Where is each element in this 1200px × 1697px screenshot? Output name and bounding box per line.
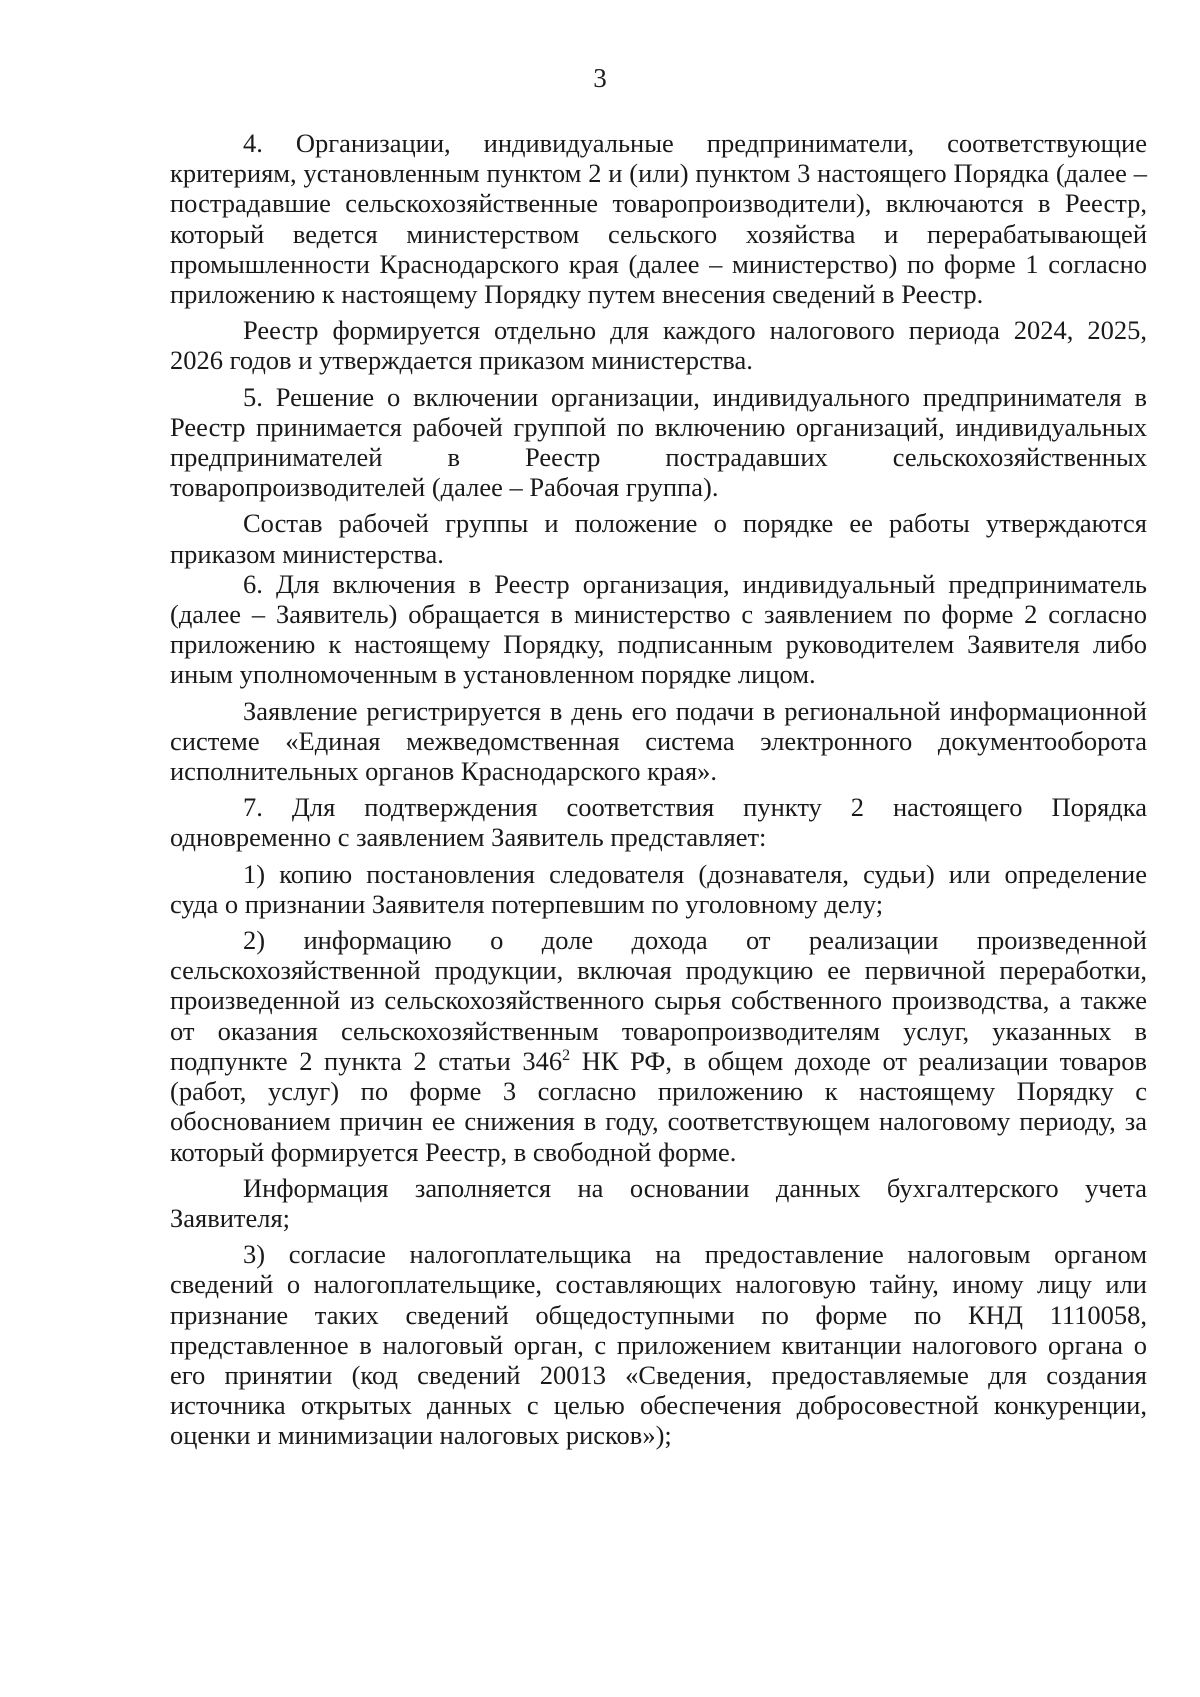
page-number: 3 xyxy=(593,63,607,93)
item-2-text-before: 2) информацию о доле дохода от реализации произведенной сельскохозяйственной продукции, включая продукцию ее первичной переработки, произведенной из сельскохозяйственного сырья собственного производства, а также от оказания сельскохозяйственным товаропроизводителям услуг, указанных в подпункте 2 пункта 2 статьи 346 xyxy=(170,925,1147,1076)
paragraph-registry-period: Реестр формируется отдельно для каждого налогового периода 2024, 2025, 2026 годов и утверждается приказом министерства. xyxy=(170,315,1147,376)
paragraph-5: 5. Решение о включении организации, индивидуального предпринимателя в Реестр принимается рабочей группой по включению организаций, индивидуальных предпринимателей в Реестр пострадавших сельскохозяйственных товаропроизводителей (далее – Рабочая группа). xyxy=(170,381,1147,503)
item-2-text-after: НК РФ, в общем доходе от реализации товаров (работ, услуг) по форме 3 согласно приложению к настоящему Порядку с обоснованием причин ее снижения в году, соответствующем налоговому периоду, за который формируется Реестр, в свободной форме. xyxy=(170,1045,1147,1167)
paragraph-4: 4. Организации, индивидуальные предприниматели, соответствующие критериям, установленным пунктом 2 и (или) пунктом 3 настоящего Порядка (далее – пострадавшие сельскохозяйственные товаропроизводители), включаются в Реестр, который ведется министерством сельского хозяйства и перерабатывающей промышленности Краснодарского края (далее – министерство) по форме 1 согласно приложению к настоящему Порядку путем внесения сведений в Реестр. xyxy=(170,128,1147,310)
paragraph-7-item-2 xyxy=(170,925,1147,1167)
paragraph-application-registration: Заявление регистрируется в день его подачи в региональной информационной системе «Единая межведомственная система электронного документооборота исполнительных органов Краснодарского края». xyxy=(170,695,1147,787)
paragraph-7-item-3: 3) согласие налогоплательщика на предоставление налоговым органом сведений о налогоплательщике, составляющих налоговую тайну, иному лицу или признание таких сведений общедоступными по форме по КНД 1110058, представленное в налоговый орган, с приложением квитанции налогового органа о его принятии (код сведений 20013 «Сведения, предоставляемые для создания источника открытых данных с целью обеспечения добросовестной конкуренции, оценки и минимизации налоговых рисков»); xyxy=(170,1239,1147,1451)
paragraph-6: 6. Для включения в Реестр организация, индивидуальный предприниматель (далее – Заявитель) обращается в министерство с заявлением по форме 2 согласно приложению к настоящему Порядку, подписанным руководителем Заявителя либо иным уполномоченным в установленном порядке лицом. xyxy=(170,568,1147,690)
document-body xyxy=(170,128,1147,1451)
item-2-superscript: 2 xyxy=(562,1046,571,1064)
paragraph-accounting-info: Информация заполняется на основании данных бухгалтерского учета Заявителя; xyxy=(170,1172,1147,1233)
paragraph-working-group: Состав рабочей группы и положение о порядке ее работы утверждаются приказом министерства. xyxy=(170,508,1147,569)
paragraph-7: 7. Для подтверждения соответствия пункту 2 настоящего Порядка одновременно с заявлением Заявитель представляет: xyxy=(170,792,1147,853)
paragraph-7-item-1: 1) копию постановления следователя (дознавателя, судьи) или определение суда о признании Заявителя потерпевшим по уголовному делу; xyxy=(170,858,1147,919)
